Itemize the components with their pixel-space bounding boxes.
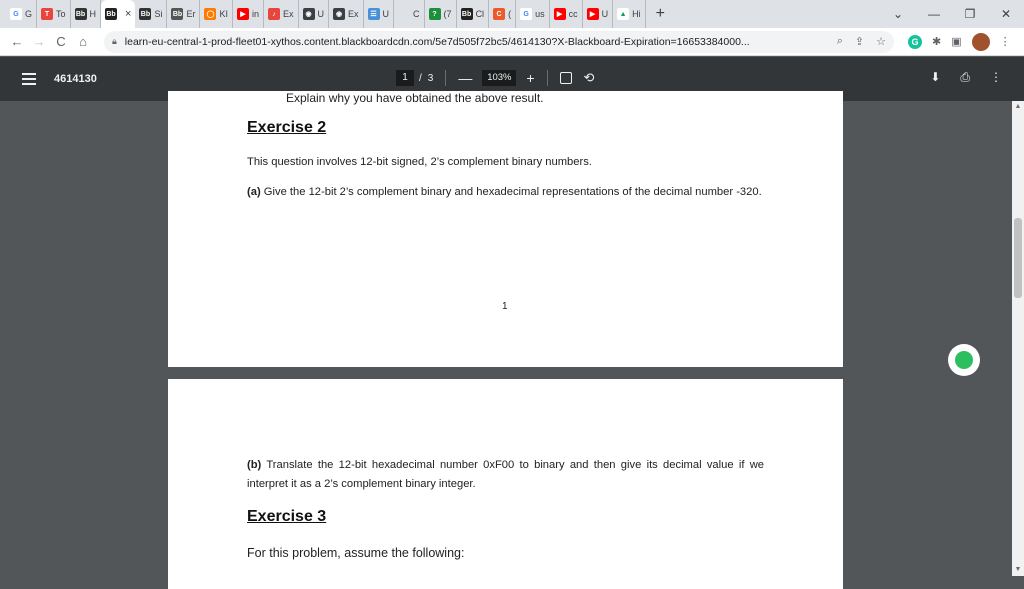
tab-title: Si xyxy=(154,9,163,19)
tab-title: Hi xyxy=(632,9,641,19)
home-button[interactable]: ⌂ xyxy=(79,34,87,49)
tab-title: U xyxy=(601,9,609,19)
browser-tab[interactable] xyxy=(200,0,233,28)
tab-strip xyxy=(0,0,1024,28)
part-b-label: (b) xyxy=(247,459,262,471)
browser-tab[interactable] xyxy=(135,0,167,28)
browser-tab[interactable] xyxy=(613,0,646,28)
tab-favicon-icon: Bb xyxy=(105,8,117,20)
close-window-button[interactable]: ✕ xyxy=(1000,7,1012,21)
browser-tab[interactable] xyxy=(167,0,200,28)
page-separator: / xyxy=(419,72,422,84)
share-icon[interactable]: ⇪ xyxy=(854,36,865,48)
browser-tab[interactable] xyxy=(233,0,264,28)
restore-button[interactable]: ❐ xyxy=(964,7,976,21)
page-controls xyxy=(396,70,594,86)
browser-menu-icon[interactable]: ⋮ xyxy=(999,36,1011,48)
tab-favicon-icon: ▶ xyxy=(237,8,249,20)
forward-button[interactable]: → xyxy=(32,34,46,49)
browser-tab[interactable] xyxy=(394,0,425,28)
zoom-in-button[interactable]: + xyxy=(526,70,535,86)
question-part-a xyxy=(247,183,764,202)
browser-tab[interactable] xyxy=(550,0,583,28)
tab-search-chevron-icon[interactable]: ⌄ xyxy=(892,7,904,21)
tab-favicon-icon: ☰ xyxy=(368,8,380,20)
page-number-input[interactable]: 1 xyxy=(396,70,414,86)
browser-tab-active[interactable] xyxy=(101,0,135,28)
close-tab-icon[interactable]: × xyxy=(125,8,132,20)
bookmark-star-icon[interactable]: ☆ xyxy=(876,36,886,48)
part-b-text: Translate the 12-bit hexadecimal number 0xF00 to binary and then give its decimal value if we interpret it as a 2’s complement binary integer. xyxy=(247,459,764,490)
tab-favicon-icon: ▲ xyxy=(617,8,629,20)
lock-icon: 🔒︎ xyxy=(112,36,117,46)
tab-title: Cl xyxy=(475,9,485,19)
vertical-scrollbar[interactable] xyxy=(1012,101,1024,576)
tab-favicon-icon: ♪ xyxy=(268,8,280,20)
browser-tab[interactable] xyxy=(37,0,71,28)
tab-favicon-icon: ◯ xyxy=(204,8,216,20)
browser-tab[interactable] xyxy=(457,0,490,28)
tab-favicon-icon: G xyxy=(10,8,22,20)
extensions-area xyxy=(908,33,1011,51)
tab-favicon-icon: Bb xyxy=(461,8,473,20)
tab-favicon-icon: Bb xyxy=(139,8,151,20)
total-pages: 3 xyxy=(427,72,434,84)
tab-favicon-icon: ◉ xyxy=(333,8,345,20)
exercise-heading: Exercise 3 xyxy=(247,508,327,525)
tab-favicon-icon: C xyxy=(493,8,505,20)
tab-title: Ex xyxy=(283,9,294,19)
new-tab-button[interactable]: + xyxy=(655,5,665,22)
scrollbar-thumb[interactable] xyxy=(1014,218,1022,298)
address-bar[interactable] xyxy=(104,31,894,53)
rotate-icon[interactable]: ⟲ xyxy=(583,70,595,85)
browser-tab[interactable] xyxy=(6,0,37,28)
scroll-up-arrow-icon[interactable]: ▲ xyxy=(1014,103,1022,110)
browser-tab[interactable] xyxy=(364,0,395,28)
tab-title: ( xyxy=(508,9,512,19)
grammarly-extension-icon[interactable]: G xyxy=(908,35,922,49)
pdf-document-area[interactable] xyxy=(0,91,1012,576)
tab-title: us xyxy=(535,9,545,19)
tab-favicon-icon: ▶ xyxy=(587,8,599,20)
tab-title: KI xyxy=(219,9,228,19)
minimize-button[interactable]: — xyxy=(928,7,940,21)
tab-favicon-icon: ◉ xyxy=(303,8,315,20)
browser-tab[interactable] xyxy=(583,0,614,28)
cut-off-text: Explain why you have obtained the above result. xyxy=(286,91,544,105)
question-part-b xyxy=(247,456,764,494)
extensions-puzzle-icon[interactable]: ✱ xyxy=(932,36,942,48)
tab-title: G xyxy=(25,9,33,19)
tab-list xyxy=(0,0,646,28)
profile-avatar[interactable] xyxy=(972,33,990,51)
tab-favicon-icon: Bb xyxy=(171,8,183,20)
tab-title: Ex xyxy=(348,9,359,19)
pdf-page-2 xyxy=(168,379,843,589)
tab-favicon-icon: G xyxy=(520,8,532,20)
tab-favicon-icon: T xyxy=(41,8,53,20)
tab-title: Er xyxy=(186,9,196,19)
tab-favicon-icon: ? xyxy=(429,8,441,20)
zoom-icon[interactable]: ⌕ xyxy=(836,35,843,47)
document-title: 4614130 xyxy=(54,73,97,85)
pdf-page-1 xyxy=(168,91,843,367)
browser-toolbar xyxy=(0,28,1024,56)
tab-title: H xyxy=(89,9,97,19)
tab-title: U xyxy=(317,9,325,19)
tab-title: U xyxy=(382,9,390,19)
tab-favicon-icon: Bb xyxy=(75,8,87,20)
tab-favicon-icon: ▶ xyxy=(554,8,566,20)
tab-title: cc xyxy=(568,9,578,19)
part-a-text: Give the 12-bit 2’s complement binary and hexadecimal representations of the decimal number -320. xyxy=(260,186,762,198)
more-actions-icon[interactable]: ⋮ xyxy=(990,70,1002,84)
scroll-down-arrow-icon[interactable]: ▼ xyxy=(1014,566,1022,573)
tab-title: (7 xyxy=(443,9,452,19)
url-text[interactable]: learn-eu-central-1-prod-fleet01-xythos.content.blackboardcdn.com/5e7d505f72bc5/4614130?X-Blackboard-Expiration=16653384000... xyxy=(124,35,750,48)
pdf-actions xyxy=(930,70,1002,85)
browser-tab[interactable] xyxy=(264,0,299,28)
browser-tab[interactable] xyxy=(516,0,550,28)
part-a-label: (a) xyxy=(247,186,261,198)
tab-title: in xyxy=(252,9,260,19)
print-icon[interactable]: ⎙ xyxy=(960,70,970,84)
zoom-level-input[interactable]: 103% xyxy=(482,70,516,86)
page-number: 1 xyxy=(502,301,508,312)
tab-title: C xyxy=(413,9,420,19)
sidebar-menu-icon[interactable] xyxy=(22,73,36,85)
browser-tab[interactable] xyxy=(329,0,364,28)
zoom-controls xyxy=(458,70,534,86)
window-controls xyxy=(880,0,1024,28)
browser-tab[interactable] xyxy=(71,0,102,28)
zoom-out-button[interactable]: — xyxy=(458,70,473,86)
reload-button[interactable]: C xyxy=(56,34,66,49)
tab-title: To xyxy=(56,9,66,19)
browser-tab[interactable] xyxy=(299,0,330,28)
side-panel-icon[interactable]: ▣ xyxy=(951,36,962,48)
divider xyxy=(547,70,548,86)
evernote-elephant-icon[interactable] xyxy=(948,344,980,376)
browser-tab[interactable] xyxy=(489,0,516,28)
divider xyxy=(445,70,446,86)
download-icon[interactable]: ⬇ xyxy=(930,70,941,84)
exercise-intro: This question involves 12-bit signed, 2’s complement binary numbers. xyxy=(247,156,592,168)
browser-tab[interactable] xyxy=(425,0,457,28)
fit-to-page-icon[interactable] xyxy=(560,72,572,84)
tab-favicon-icon xyxy=(398,8,410,20)
exercise-heading: Exercise 2 xyxy=(247,119,327,136)
back-button[interactable]: ← xyxy=(10,34,24,49)
exercise-intro: For this problem, assume the following: xyxy=(247,546,465,560)
